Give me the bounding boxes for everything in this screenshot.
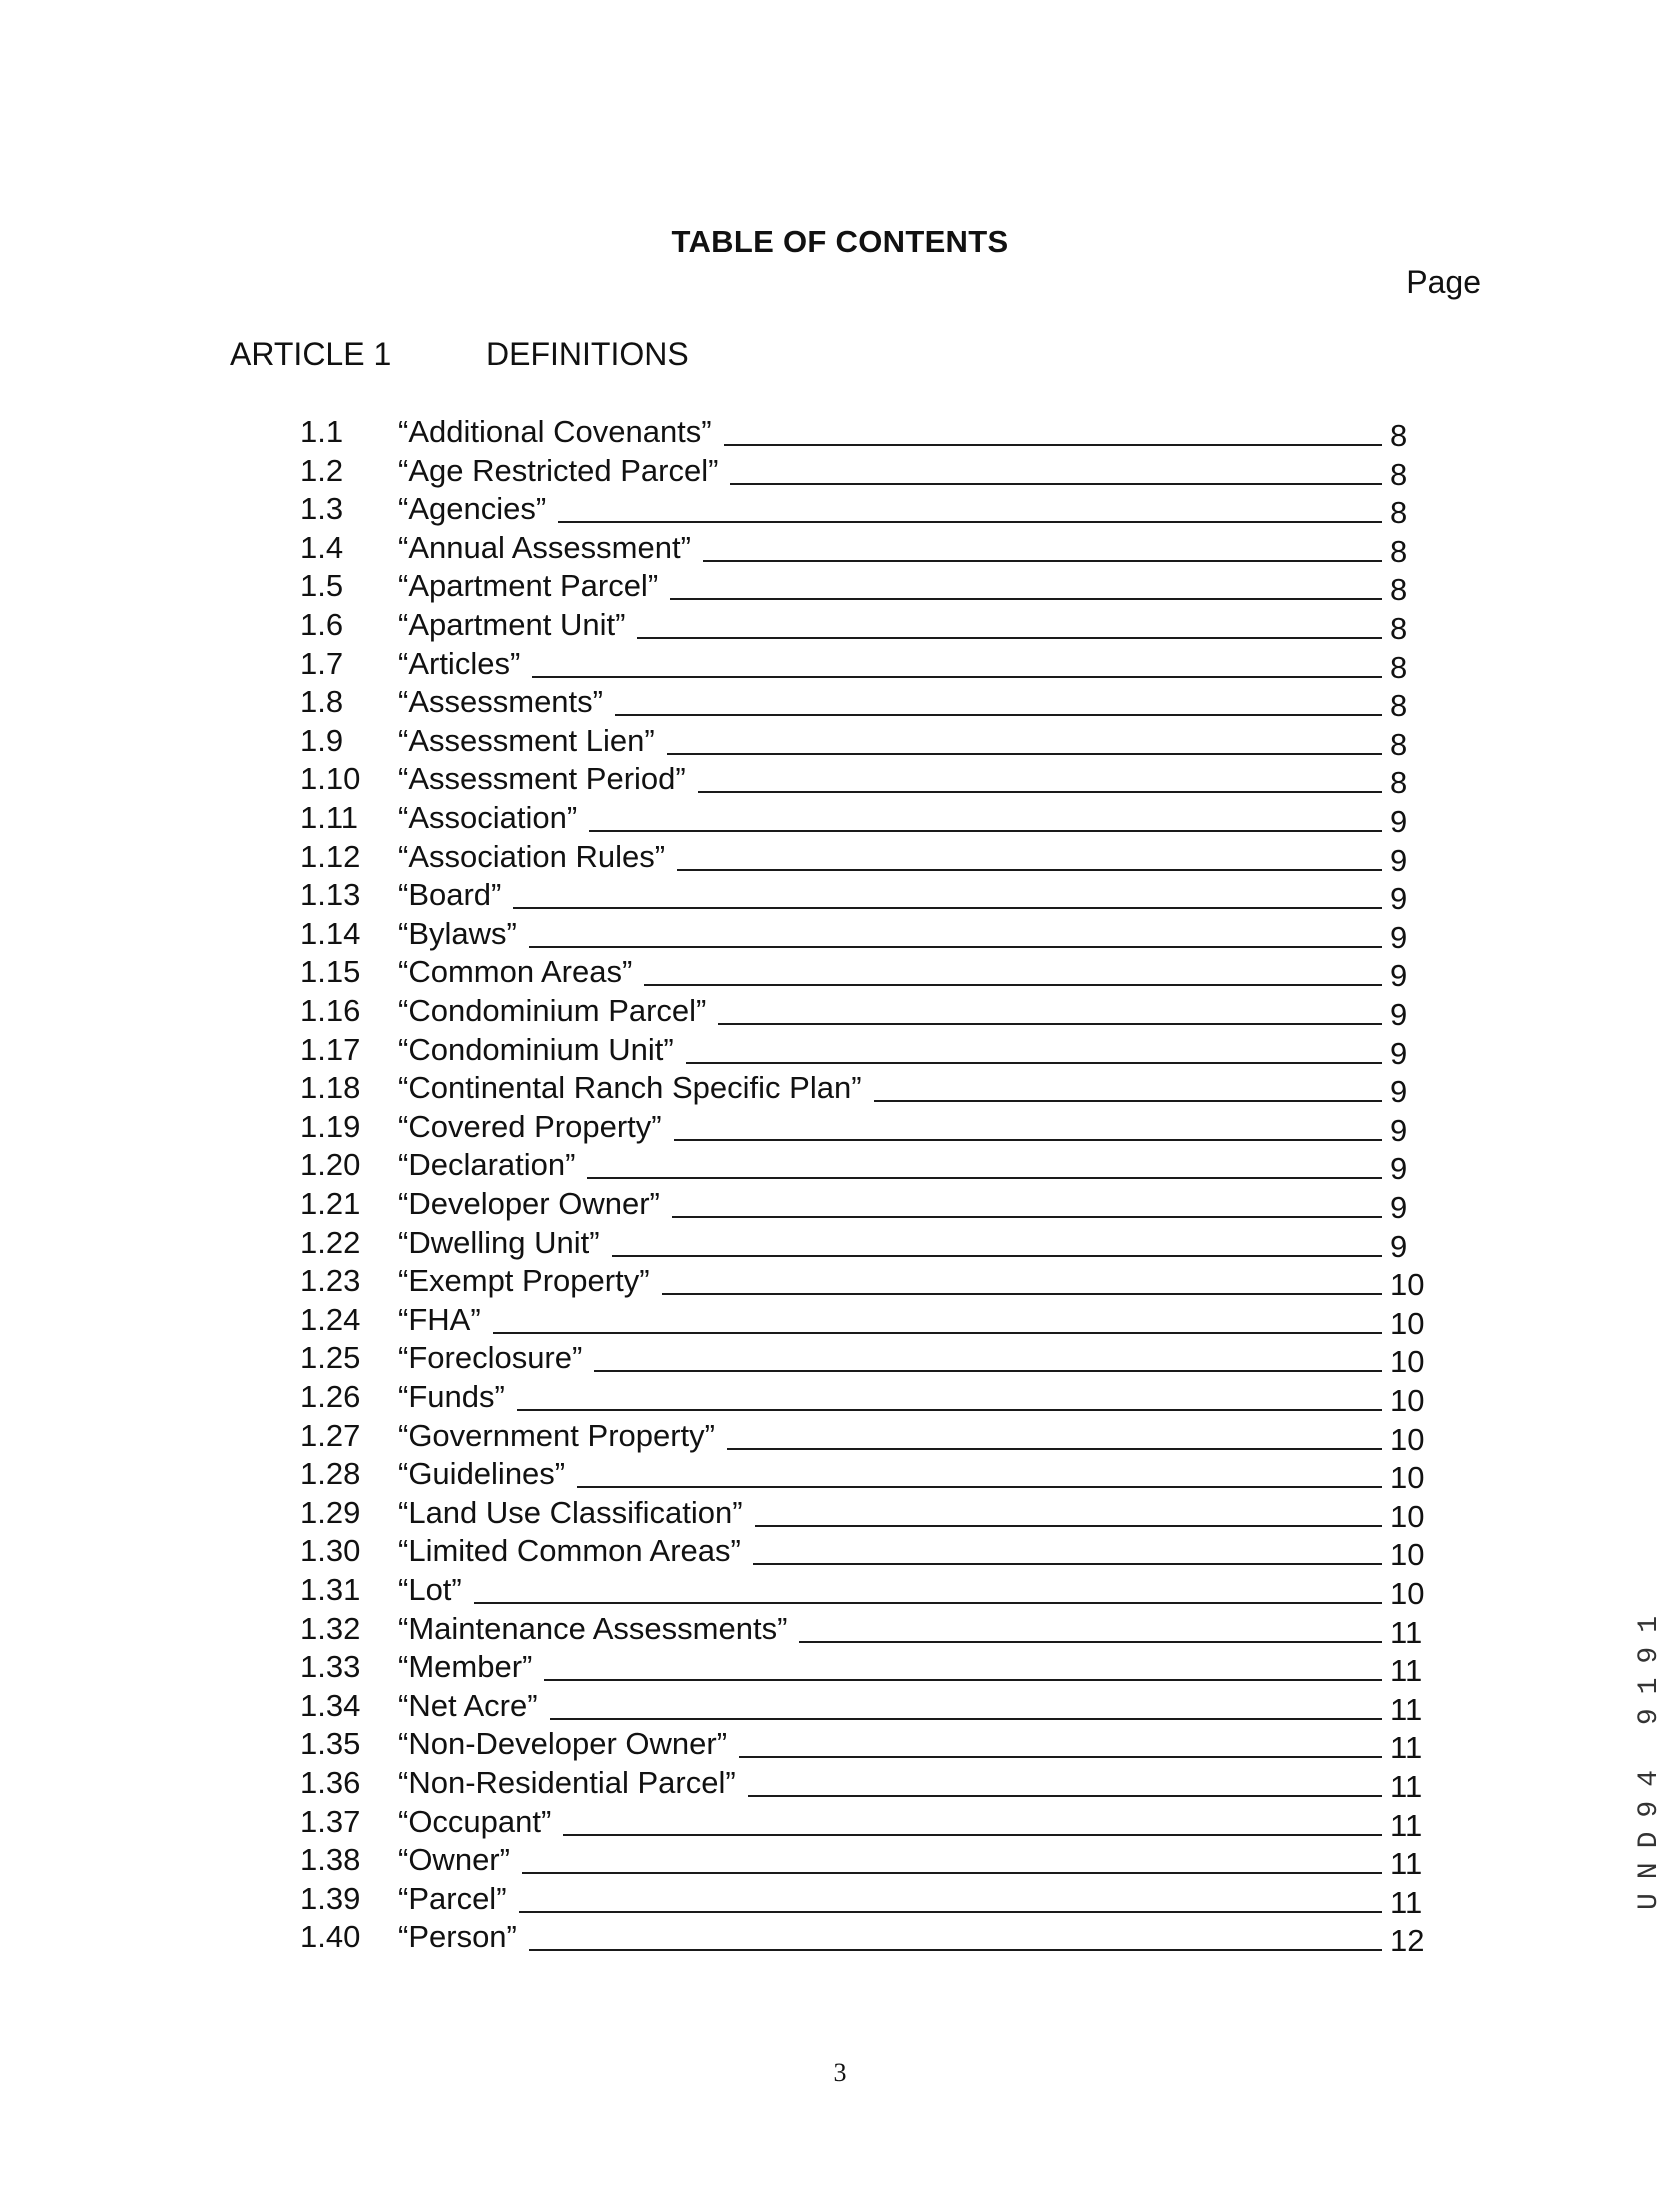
toc-entry-term: “Developer Owner” [398, 1186, 660, 1221]
toc-entry-number: 1.27 [300, 1417, 361, 1453]
toc-entry [0, 567, 1680, 608]
toc-entry [0, 1146, 1680, 1187]
toc-entry-term: “Condominium Unit” [398, 1031, 674, 1067]
toc-entry-number: 1.17 [300, 1031, 361, 1067]
toc-entry [0, 876, 1680, 917]
toc-entry [0, 1262, 1680, 1303]
toc-entry-term: “Guidelines” [398, 1456, 566, 1492]
toc-leader-line [474, 1602, 1382, 1604]
toc-leader-line [529, 1949, 1382, 1951]
toc-entry-number: 1.22 [300, 1224, 361, 1260]
toc-entry-number: 1.18 [300, 1070, 361, 1106]
toc-entry-page: 12 [1390, 1923, 1425, 1959]
toc-entry-page: 11 [1390, 1807, 1423, 1843]
toc-entry-page: 8 [1390, 418, 1408, 453]
toc-entry-term: “Association” [398, 800, 578, 835]
toc-entry-page: 9 [1390, 1035, 1408, 1071]
toc-entry [0, 1224, 1680, 1262]
toc-entry-term: “Condominium Parcel” [398, 993, 707, 1028]
toc-entry [0, 683, 1680, 724]
toc-entry [0, 490, 1680, 531]
toc-entry-number: 1.39 [300, 1880, 361, 1916]
toc-entry-page: 10 [1390, 1498, 1425, 1534]
toc-entry-page: 9 [1390, 842, 1408, 878]
toc-leader-line [755, 1525, 1382, 1527]
toc-entry-page: 10 [1390, 1305, 1425, 1341]
toc-entry-page: 8 [1390, 688, 1408, 724]
toc-entry [0, 1841, 1680, 1882]
toc-entry-term: “Non-Residential Parcel” [398, 1765, 736, 1800]
toc-entry-page: 8 [1390, 495, 1408, 531]
toc-entry-page: 10 [1390, 1344, 1425, 1380]
toc-leader-line [644, 984, 1382, 986]
toc-entry-page: 9 [1390, 958, 1408, 994]
toc-entry-number: 1.36 [300, 1765, 361, 1800]
toc-entry-page: 9 [1390, 1074, 1408, 1110]
toc-entry [0, 1687, 1680, 1725]
toc-entry-number: 1.40 [300, 1919, 361, 1955]
toc-entry [0, 1031, 1680, 1069]
toc-entry-term: “Articles” [398, 645, 521, 681]
toc-entry-page: 10 [1390, 1421, 1425, 1457]
toc-entry-term: “Lot” [398, 1572, 462, 1607]
toc-entry-term: “Additional Covenants” [398, 414, 712, 449]
toc-leader-line [686, 1062, 1382, 1064]
toc-entry-term: “Declaration” [398, 1147, 576, 1183]
toc-entry-number: 1.25 [300, 1340, 361, 1376]
toc-entry-number: 1.5 [300, 568, 344, 604]
toc-leader-line [532, 676, 1382, 678]
toc-entry-term: “Agencies” [398, 491, 547, 527]
toc-entry-number: 1.33 [300, 1649, 361, 1685]
toc-entry-term: “Exempt Property” [398, 1263, 650, 1299]
toc-leader-line [637, 637, 1382, 639]
toc-entry-term: “Assessment Lien” [398, 722, 655, 758]
side-stamp-text: UND94 9191 [1634, 1601, 1665, 1910]
toc-leader-line [670, 598, 1382, 600]
toc-entry-number: 1.26 [300, 1379, 361, 1414]
article-name: DEFINITIONS [486, 336, 689, 372]
toc-entry-term: “Board” [398, 877, 502, 913]
toc-title: TABLE OF CONTENTS [671, 224, 1009, 259]
toc-entry [0, 1185, 1680, 1223]
toc-entry-number: 1.20 [300, 1147, 361, 1183]
toc-entry-page: 10 [1390, 1537, 1425, 1573]
toc-entry-number: 1.12 [300, 838, 361, 874]
toc-leader-line [550, 1718, 1382, 1720]
toc-entry-number: 1.37 [300, 1803, 361, 1839]
toc-entry-page: 9 [1390, 1151, 1408, 1187]
toc-leader-line [615, 714, 1382, 716]
toc-leader-line [727, 1448, 1382, 1450]
toc-leader-line [612, 1255, 1382, 1257]
toc-entry [0, 838, 1680, 876]
toc-entry [0, 529, 1680, 567]
toc-leader-line [718, 1023, 1382, 1025]
toc-entry-term: “Owner” [398, 1842, 510, 1878]
toc-entry-number: 1.9 [300, 722, 344, 758]
toc-entry-term: “Net Acre” [398, 1687, 538, 1723]
toc-entry-page: 8 [1390, 765, 1408, 801]
toc-entry-number: 1.34 [300, 1687, 361, 1723]
toc-entry [0, 1301, 1680, 1339]
toc-leader-line [662, 1293, 1382, 1295]
toc-entry-page: 9 [1390, 804, 1408, 839]
toc-entry [0, 1339, 1680, 1380]
toc-entry-number: 1.23 [300, 1263, 361, 1299]
toc-entry-number: 1.13 [300, 877, 361, 913]
toc-entry-page: 9 [1390, 997, 1408, 1032]
toc-entry-number: 1.29 [300, 1494, 361, 1530]
toc-entry-page: 8 [1390, 533, 1408, 569]
toc-leader-line [748, 1795, 1382, 1797]
toc-entry-term: “Continental Ranch Specific Plan” [398, 1070, 862, 1106]
toc-entry-term: “Occupant” [398, 1803, 552, 1839]
toc-entry-term: “Dwelling Unit” [398, 1224, 600, 1260]
toc-leader-line [577, 1486, 1382, 1488]
toc-entry-term: “Person” [398, 1919, 517, 1955]
toc-entry-number: 1.32 [300, 1610, 361, 1646]
toc-leader-line [493, 1332, 1382, 1334]
toc-entry-term: “Covered Property” [398, 1108, 662, 1144]
toc-entry-term: “Parcel” [398, 1880, 507, 1916]
toc-entry-page: 8 [1390, 456, 1408, 492]
toc-leader-line [544, 1679, 1382, 1681]
toc-entry-page: 9 [1390, 881, 1408, 917]
toc-entry [0, 722, 1680, 760]
toc-entry-page: 11 [1390, 1614, 1423, 1650]
toc-entry [0, 1725, 1680, 1766]
toc-entry [0, 1494, 1680, 1532]
toc-entry [0, 1108, 1680, 1146]
toc-leader-line [558, 521, 1382, 523]
toc-entry-page: 9 [1390, 1112, 1408, 1148]
toc-entry-page: 8 [1390, 611, 1408, 646]
toc-leader-line [519, 1911, 1382, 1913]
toc-entry-page: 11 [1390, 1884, 1423, 1920]
toc-leader-line [667, 753, 1382, 755]
page-number: 3 [833, 2058, 847, 2087]
toc-entry [0, 915, 1680, 953]
toc-entry-page: 8 [1390, 572, 1408, 608]
toc-leader-line [724, 444, 1382, 446]
toc-leader-line [513, 907, 1382, 909]
toc-entry-term: “Apartment Unit” [398, 607, 626, 642]
toc-entry-term: “Government Property” [398, 1417, 715, 1453]
toc-entry [0, 1455, 1680, 1496]
toc-entry-number: 1.11 [300, 800, 359, 835]
toc-entry-page: 9 [1390, 919, 1408, 955]
toc-entry-number: 1.8 [300, 684, 344, 720]
toc-entry-page: 10 [1390, 1383, 1425, 1418]
toc-entry [0, 1610, 1680, 1648]
toc-leader-line [529, 946, 1382, 948]
toc-entry [0, 953, 1680, 994]
side-stamp [1606, 1580, 1665, 1910]
toc-entry-number: 1.14 [300, 915, 361, 951]
toc-entry-number: 1.16 [300, 993, 361, 1028]
toc-entry [0, 1918, 1680, 1959]
toc-entry-page: 11 [1390, 1730, 1423, 1766]
toc-entry-term: “Limited Common Areas” [398, 1533, 741, 1569]
toc-entry-term: “Common Areas” [398, 954, 633, 990]
toc-entry-page: 11 [1390, 1846, 1423, 1882]
toc-leader-line [730, 483, 1382, 485]
toc-entry-page: 9 [1390, 1190, 1408, 1225]
toc-entry [0, 1532, 1680, 1573]
toc-entry-page: 11 [1390, 1653, 1423, 1689]
toc-entry [0, 413, 1680, 451]
toc-entry-number: 1.19 [300, 1108, 361, 1144]
toc-leader-line [753, 1563, 1382, 1565]
toc-entry-number: 1.31 [300, 1572, 361, 1607]
toc-entry [0, 1648, 1680, 1689]
toc-entry-page: 8 [1390, 649, 1408, 685]
toc-entry-number: 1.1 [300, 414, 344, 449]
toc-entry-page: 8 [1390, 726, 1408, 762]
toc-entry-number: 1.28 [300, 1456, 361, 1492]
toc-leader-line [587, 1177, 1382, 1179]
toc-entry-number: 1.7 [300, 645, 344, 681]
toc-entry [0, 606, 1680, 644]
toc-entry-term: “Member” [398, 1649, 533, 1685]
toc-entry-page: 11 [1390, 1691, 1423, 1727]
toc-entry-page: 10 [1390, 1267, 1425, 1303]
toc-entry-number: 1.2 [300, 452, 344, 488]
page-column-label: Page [1406, 264, 1481, 300]
toc-entry-number: 1.21 [300, 1186, 361, 1221]
toc-entry-term: “Age Restricted Parcel” [398, 452, 719, 488]
toc-leader-line [563, 1834, 1382, 1836]
toc-leader-line [677, 869, 1382, 871]
toc-entry [0, 1417, 1680, 1455]
toc-entry [0, 645, 1680, 683]
toc-entry-page: 10 [1390, 1460, 1425, 1496]
toc-entry [0, 1378, 1680, 1416]
toc-entry-term: “Annual Assessment” [398, 529, 691, 565]
toc-entry-page: 11 [1390, 1769, 1423, 1804]
toc-leader-line [874, 1100, 1382, 1102]
toc-entry-term: “Association Rules” [398, 838, 666, 874]
toc-entry-term: “Assessments” [398, 684, 603, 720]
toc-entry [0, 1571, 1680, 1609]
toc-entry-term: “Funds” [398, 1379, 505, 1414]
toc-entry-number: 1.38 [300, 1842, 361, 1878]
toc-entry-number: 1.10 [300, 761, 361, 797]
toc-leader-line [517, 1409, 1382, 1411]
toc-entry-term: “Assessment Period” [398, 761, 686, 797]
toc-entry [0, 1803, 1680, 1841]
toc-entry-number: 1.15 [300, 954, 361, 990]
toc-entry-term: “Land Use Classification” [398, 1494, 743, 1530]
toc-entry-page: 9 [1390, 1228, 1408, 1264]
toc-leader-line [674, 1139, 1382, 1141]
article-label: ARTICLE 1 [230, 336, 392, 372]
toc-entry-term: “Foreclosure” [398, 1340, 583, 1376]
toc-leader-line [594, 1370, 1382, 1372]
toc-entry-number: 1.4 [300, 529, 344, 565]
toc-entry-term: “Non-Developer Owner” [398, 1726, 728, 1762]
toc-entry [0, 1880, 1680, 1918]
toc-entry [0, 452, 1680, 490]
toc-entry-term: “Maintenance Assessments” [398, 1610, 788, 1646]
toc-entry [0, 760, 1680, 801]
toc-entry-number: 1.6 [300, 607, 344, 642]
toc-entry-term: “FHA” [398, 1301, 481, 1337]
toc-entry [0, 799, 1680, 837]
toc-leader-line [799, 1641, 1382, 1643]
toc-leader-line [739, 1756, 1382, 1758]
toc-entry [0, 1764, 1680, 1802]
toc-leader-line [703, 560, 1382, 562]
toc-entry-term: “Bylaws” [398, 915, 517, 951]
toc-entry [0, 992, 1680, 1030]
toc-entry-page: 10 [1390, 1576, 1425, 1611]
toc-leader-line [589, 830, 1382, 832]
toc-leader-line [698, 791, 1382, 793]
toc-entry-number: 1.35 [300, 1726, 361, 1762]
toc-entry-number: 1.24 [300, 1301, 361, 1337]
toc-entry-term: “Apartment Parcel” [398, 568, 659, 604]
toc-entry-number: 1.3 [300, 491, 344, 527]
toc-leader-line [522, 1872, 1382, 1874]
toc-leader-line [672, 1216, 1382, 1218]
toc-entry [0, 1069, 1680, 1110]
toc-entry-number: 1.30 [300, 1533, 361, 1569]
